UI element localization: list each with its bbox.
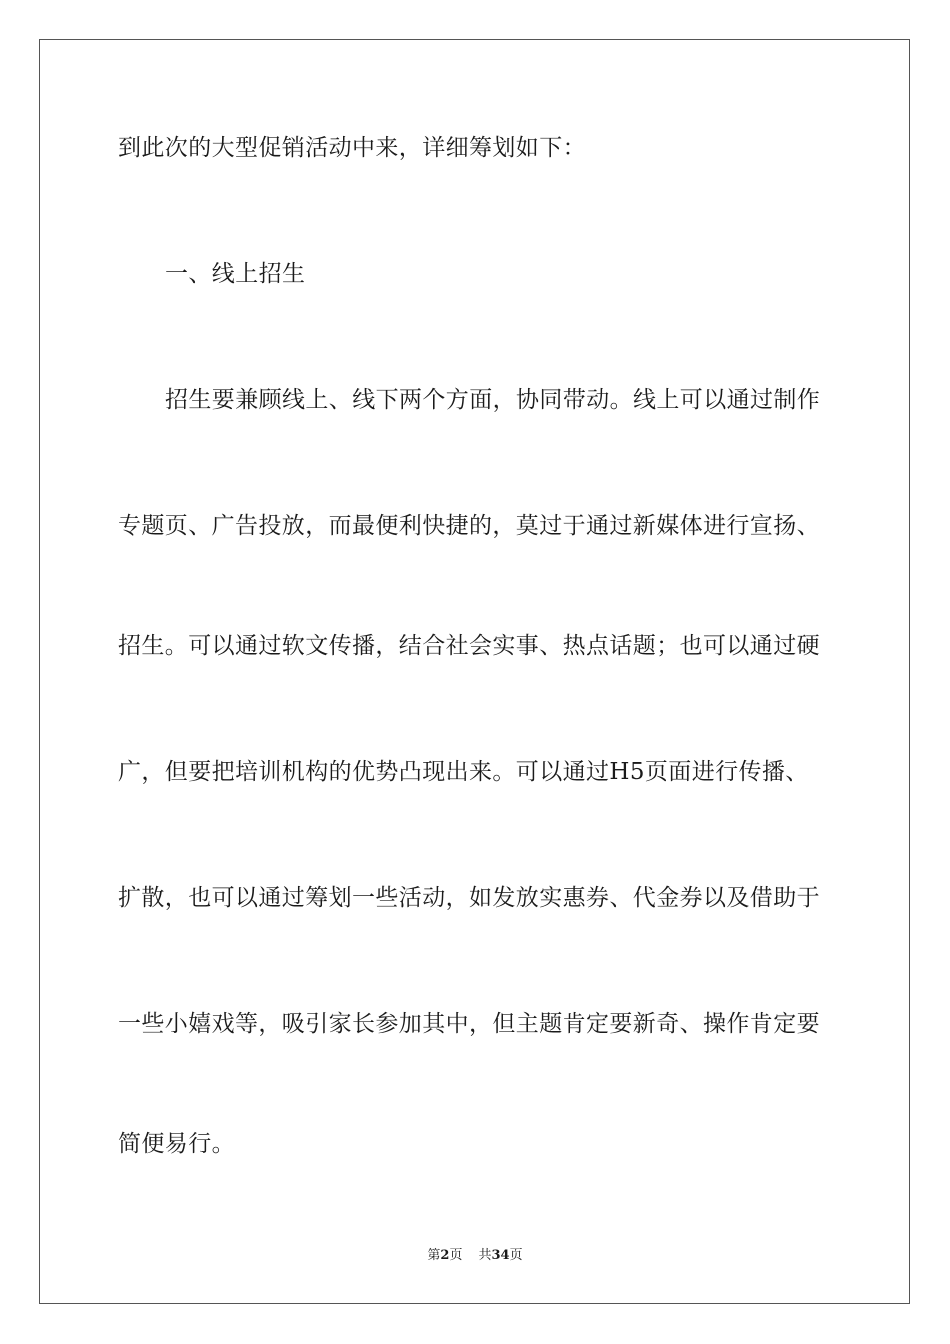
paragraph-line: 专题页、广告投放，而最便利快捷的，莫过于通过新媒体进行宣扬、 [118,513,820,539]
paragraph-line: 扩散，也可以通过筹划一些活动，如发放实惠券、代金券以及借助于 [118,885,820,911]
total-pages: 34 [491,1248,510,1263]
paragraph-line: 广，但要把培训机构的优势凸现出来。可以通过H5页面进行传播、 [118,759,809,785]
paragraph-line: 到此次的大型促销活动中来，详细筹划如下： [118,135,586,161]
paragraph-line: 简便易行。 [118,1131,235,1157]
total-suffix: 页 [509,1248,523,1263]
page-footer [0,1247,950,1265]
page-border [39,39,910,1304]
section-heading: 一、线上招生 [165,261,306,287]
paragraph-line: 招生要兼顾线上、线下两个方面，协同带动。线上可以通过制作 [165,387,821,413]
total-prefix: 共 [478,1248,492,1263]
paragraph-line: 招生。可以通过软文传播，结合社会实事、热点话题；也可以通过硬 [118,633,820,659]
page-suffix: 页 [449,1248,463,1263]
paragraph-line: 一些小嬉戏等，吸引家长参加其中，但主题肯定要新奇、操作肯定要 [118,1011,820,1037]
page-prefix: 第 [427,1248,441,1263]
page-number: 2 [440,1248,450,1263]
